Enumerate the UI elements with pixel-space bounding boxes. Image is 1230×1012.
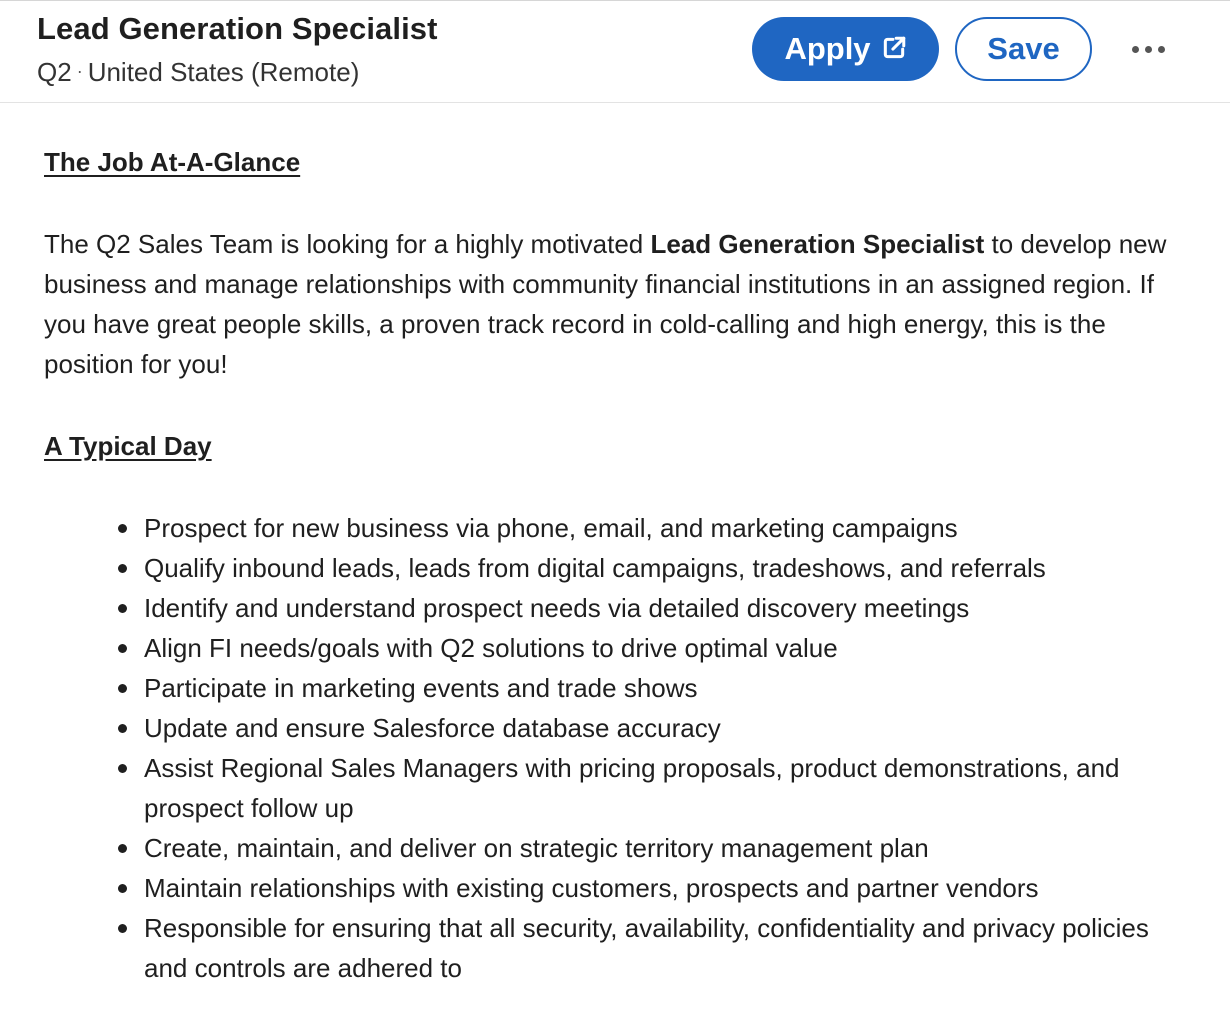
bullet-dot — [118, 844, 127, 853]
typical-day-heading: A Typical Day — [44, 431, 212, 461]
typical-day-list — [44, 508, 1194, 988]
separator: · — [76, 61, 83, 81]
bullet-dot — [118, 724, 127, 733]
list-item-text: Assist Regional Sales Managers with pricing proposals, product demonstrations, and prospect follow up — [144, 753, 1120, 823]
intro-bold-title: Lead Generation Specialist — [650, 229, 985, 259]
list-item-text: Prospect for new business via phone, email, and marketing campaigns — [144, 513, 958, 543]
job-subtitle — [37, 57, 359, 88]
list-item — [144, 828, 1194, 868]
external-link-icon — [881, 33, 907, 59]
list-item — [144, 588, 1194, 628]
bullet-dot — [118, 604, 127, 613]
list-item — [144, 908, 1194, 988]
bullet-dot — [118, 684, 127, 693]
list-item-text: Qualify inbound leads, leads from digital campaigns, tradeshows, and referrals — [144, 553, 1046, 583]
job-header — [0, 0, 1230, 103]
apply-label: Apply — [784, 31, 871, 66]
apply-button[interactable] — [752, 17, 939, 81]
list-item — [144, 748, 1194, 828]
list-item — [144, 508, 1194, 548]
list-item — [144, 628, 1194, 668]
more-options-button[interactable] — [1120, 29, 1176, 69]
more-horizontal-icon — [1132, 46, 1139, 53]
bullet-dot — [118, 884, 127, 893]
list-item — [144, 868, 1194, 908]
intro-suffix: to develop new business and manage relationships with community financial institutions in an assigned region. If you have great people skills, a proven track record in cold-calling and high energy, this is the position for you! — [44, 229, 1167, 379]
bullet-dot — [118, 644, 127, 653]
bullet-dot — [118, 564, 127, 573]
list-item-text: Create, maintain, and deliver on strategic territory management plan — [144, 833, 929, 863]
list-item-text: Align FI needs/goals with Q2 solutions to drive optimal value — [144, 633, 838, 663]
list-item-text: Maintain relationships with existing customers, prospects and partner vendors — [144, 873, 1039, 903]
glance-heading: The Job At-A-Glance — [44, 147, 301, 177]
intro-paragraph — [44, 224, 1194, 384]
bullet-dot — [118, 524, 127, 533]
bullet-dot — [118, 924, 127, 933]
job-title[interactable]: Lead Generation Specialist — [37, 11, 438, 46]
list-item — [144, 668, 1194, 708]
intro-prefix: The Q2 Sales Team is looking for a highly motivated — [44, 229, 651, 259]
job-location: United States (Remote) — [87, 57, 360, 87]
company-name[interactable]: Q2 — [37, 57, 72, 87]
list-item-text: Identify and understand prospect needs via detailed discovery meetings — [144, 593, 970, 623]
job-description — [44, 142, 1194, 988]
save-button[interactable]: Save — [955, 17, 1092, 81]
list-item — [144, 548, 1194, 588]
list-item-text: Responsible for ensuring that all security, availability, confidentiality and privacy policies and controls are adhered to — [144, 913, 1149, 983]
list-item — [144, 708, 1194, 748]
list-item-text: Update and ensure Salesforce database accuracy — [144, 713, 721, 743]
bullet-dot — [118, 764, 127, 773]
list-item-text: Participate in marketing events and trade shows — [144, 673, 698, 703]
